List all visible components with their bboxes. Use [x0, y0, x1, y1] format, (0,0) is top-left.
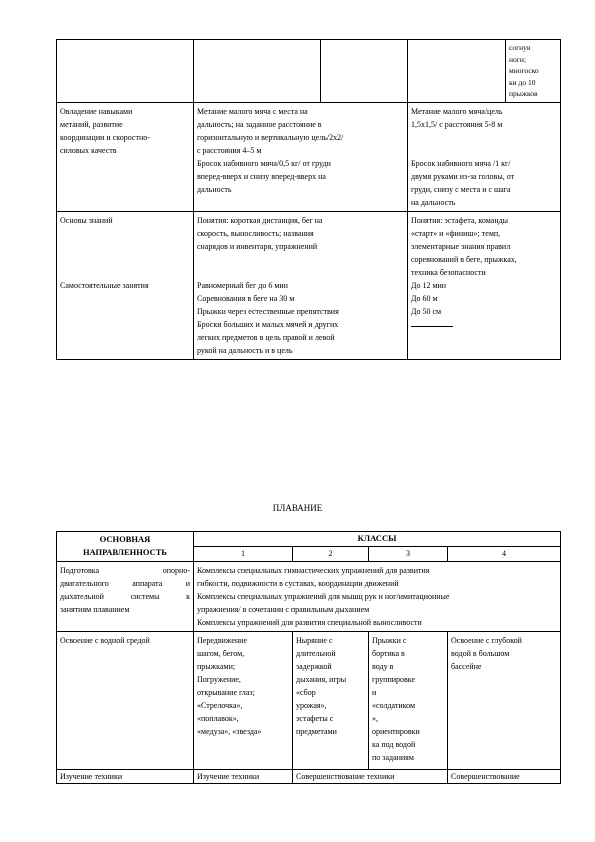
swimming-table [56, 531, 561, 784]
class-4-cell: Освоение с глубокой водой в большом бассейне [448, 632, 561, 770]
class-1-cell: Изучение техники [194, 770, 293, 784]
class-2-3-cell: Совершенствование техники [293, 770, 448, 784]
table-row [57, 770, 561, 784]
class-number: 2 [293, 547, 369, 562]
table-cell [194, 40, 321, 103]
class-4-cell: Совершенствование [448, 770, 561, 784]
table-cell-jumps: согнув ноги; многоско ки до 10 прыжков [506, 40, 561, 103]
table-cell [321, 40, 408, 103]
athletics-table [56, 39, 561, 360]
direction-cell: Овладение навыками метаний, развитие координации и скоростно- силовых качеств [57, 102, 194, 211]
section-title: ПЛАВАНИЕ [272, 503, 323, 513]
direction-header: ОСНОВНАЯ НАПРАВЛЕННОСТЬ [57, 532, 194, 562]
class-3-cell: Прыжки с бортика в воду в группировке и «солдатиком », ориентировки ка под водой по заданиям [369, 632, 448, 770]
complexes-cell: Комплексы специальных гимнастических упражнений для развития гибкости, подвижности в суставах, координации движений Комплексы специальных упражнений для мышц рук и ног/имитационные упражнения/ в сочетании с правильным дыханием Комплексы упражнений для развития специальной выносливости [194, 562, 561, 632]
direction-cell: Изучение техники [57, 770, 194, 784]
grade-3-4-cell: Метание малого мяча/цель 1,5х1,5/ с расстояния 5-8 м Бросок набивного мяча /1 кг/ двумя руками из-за головы, от груди, снизу с места и с шага на дальность [408, 102, 561, 211]
class-number: 4 [448, 547, 561, 562]
direction-cell: Основы знаний Самостоятельные занятия [57, 211, 194, 359]
class-1-cell: Передвижение шагом, бегом, прыжками; Погружение, открывание глаз; «Стрелочка», «поплавок», «медуза», «звезда» [194, 632, 293, 770]
divider-line [411, 320, 453, 327]
grade-3-4-cell: Понятия: эстафета, команды «старт» и «финиш»; темп, элементарные знания правил соревнований в беге, прыжках, техника безопасности До 12 мин До 60 м До 50 см [408, 211, 561, 359]
class-number: 1 [194, 547, 293, 562]
grade-1-2-cell: Понятия: короткая дистанция, бег на скорость, выносливость; названия снарядов и инвентаря, упражнений Равномерный бег до 6 мин Соревнования в беге на 30 м Прыжки через естественные препятствия Броски больших и малых мячей и других легких предметов в цель правой и левой рукой на дальность и в цель [194, 211, 408, 359]
class-2-cell: Ныряние с длительной задержкой дыхания, игры «сбор урожая», эстафеты с предметами [293, 632, 369, 770]
table-cell [408, 40, 506, 103]
class-number: 3 [369, 547, 448, 562]
classes-header: КЛАССЫ [194, 532, 561, 547]
table-header-row [57, 532, 561, 547]
table-row [57, 102, 561, 211]
table-row [57, 562, 561, 632]
table-row [57, 40, 561, 103]
table-row [57, 632, 561, 770]
grade-1-2-cell: Метание малого мяча с места на дальность; на заданное расстояние в горизонтальную и вертикальную цель/2х2/ с расстояния 4–5 м Бросок набивного мяча/0,5 кг/ от груди вперед-вверх и снизу вперед-вверх на дальность [194, 102, 408, 211]
table-row [57, 211, 561, 359]
direction-cell: Освоение с водной средой [57, 632, 194, 770]
direction-cell: Подготовка опорно- двигательного аппарата и дыхательной системы к занятиям плаванием [57, 562, 194, 632]
table-cell [57, 40, 194, 103]
